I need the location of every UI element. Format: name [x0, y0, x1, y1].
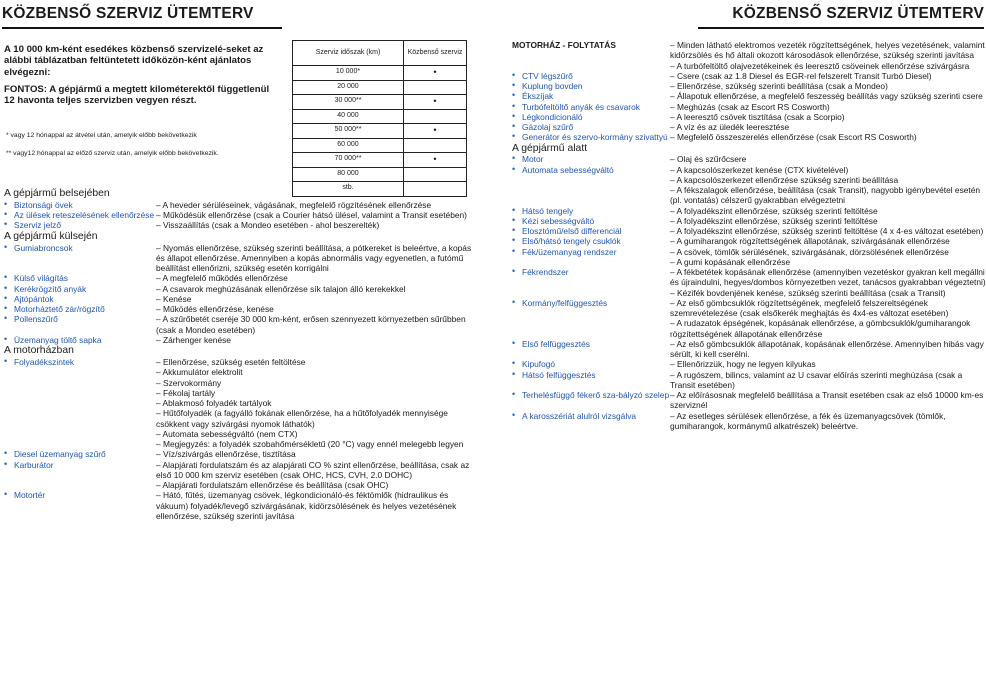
item-description [670, 154, 986, 164]
description-line: – Ellenőrizzük, hogy ne legyen kilyukas [670, 359, 816, 370]
description-line: – Az első gömbcsuklók állapotának, kopásának ellenőrzése. Amennyiben hibás vagy sérült, ki kell cserélni. [670, 338, 984, 360]
item-description [670, 267, 986, 298]
description-line: – Állapotuk ellenőrzése, a megfelelő feszesség beállítás vagy szükség szerinti csere [670, 91, 983, 102]
bullet-icon: • [4, 458, 8, 469]
item-name: Első/hátsó tengely csuklók [522, 236, 621, 247]
table-cell-mark: • [404, 153, 467, 168]
description-line: – Akkumulátor elektrolit [156, 367, 243, 378]
item-description [670, 102, 986, 112]
item-name: Légkondicionáló [522, 111, 583, 122]
table-row [293, 167, 467, 182]
bullet-icon: • [512, 368, 516, 379]
checklist-row [4, 210, 478, 220]
checklist-row [512, 71, 986, 81]
item-name: Terhelésfüggő fékerő sza-bályzó szelep [522, 390, 670, 401]
item-name: Biztonsági övek [14, 199, 73, 210]
item-description [670, 298, 986, 339]
right-page [508, 0, 986, 687]
bullet-icon: • [512, 163, 516, 174]
item-description [670, 112, 986, 122]
checklist-row [4, 335, 478, 345]
table-row [293, 66, 467, 81]
bullet-icon: • [512, 409, 516, 420]
bullet-icon: • [4, 209, 8, 220]
item-description [156, 220, 478, 230]
item-description [670, 226, 986, 236]
item-description [156, 357, 478, 449]
bullet-icon: • [512, 121, 516, 131]
description-line: – Nyomás ellenőrzése, szükség szerinti beállítása, a pótkereket is beleértve, a kopás és állapot ellenőrzése. Amennyiben a kopás abnormális vagy egyenetlen, a futómű beállítást ellenőrizni, szükség esetén korrigálni [156, 242, 472, 274]
description-line: – A csövek, tömlők sérülésének, szivárgásának, dörzsölésének ellenőrzése [670, 246, 949, 257]
item-name: Generátor és szervo-kormány szivattyú [522, 132, 668, 143]
checklist-row [512, 267, 986, 298]
bullet-icon: • [512, 69, 516, 80]
checklist-row [512, 112, 986, 122]
section-heading: A gépjármű alatt [512, 142, 588, 154]
description-line: – Minden látható elektromos vezeték rögzítettségének, helyes vezetésének, valamint kidörzsölés és hő általi okozott károsodások ellenőrzése, szükség szerinti javítása [670, 40, 985, 61]
item-name: Külső világítás [14, 273, 68, 284]
description-line: – Az esetleges sérülések ellenőrzése, a fék és üzemanyagcsövek (tömlők, gumiharangok, kormánymű alkatrészek) beleértve. [670, 410, 946, 431]
item-description [670, 390, 986, 411]
item-description [670, 247, 986, 268]
bullet-icon: • [512, 90, 516, 101]
item-description [670, 81, 986, 91]
item-description [670, 411, 986, 432]
bullet-icon: • [512, 235, 516, 246]
bullet-icon: • [512, 389, 516, 400]
important-note: FONTOS: A gépjármű a megtett kilométerektől függetlenül 12 havonta teljes szervizben vegyen részt. [4, 84, 270, 107]
description-line: – Az első gömbcsuklók rögzítettségének, megfelelő felszereltségének szemrevételezése (csak elsőkerék meghajtás és 4x4-es változat esetében) [670, 297, 949, 319]
description-line: – Hűtőfolyadék (a fagyálló fokának ellenőrzése, ha a hűtőfolyadék mennyisége csökkent vagy szivárgási nyomok láthatók) [156, 408, 448, 429]
table-cell-km: 30 000** [293, 95, 404, 110]
bullet-icon: • [4, 303, 8, 314]
description-line: – A kapcsolószerkezet ellenőrzése szükség szerinti beállítása [670, 174, 899, 185]
table-cell-mark: • [404, 66, 467, 81]
footnote-2: ** vagy12 hónappal az előző szerviz után, amelyik előbb bekövetkezik. [6, 150, 219, 157]
bullet-icon: • [512, 214, 516, 225]
checklist-row [512, 216, 986, 226]
item-name: Motortér [14, 490, 46, 501]
description-line: – Víz/szivárgás ellenőrzése, tisztítása [156, 449, 296, 460]
item-description [670, 122, 986, 132]
item-name: Az ülések reteszelésének ellenőrzése [14, 210, 155, 221]
checklist-row [512, 132, 986, 142]
checklist-row [512, 81, 986, 91]
description-line: – Működésük ellenőrzése (csak a Courier hátsó ülésel, valamint a Transit esetében) [156, 210, 467, 221]
item-name: MOTORHÁZ - FOLYTATÁS [512, 40, 616, 50]
item-name: Motorháztető zár/rögzítő [14, 304, 105, 315]
item-description [156, 314, 478, 335]
description-line: – Zárhenger kenése [156, 334, 231, 345]
item-description [156, 449, 478, 459]
item-name: Ékszíjak [522, 91, 554, 102]
bullet-icon: • [4, 198, 8, 209]
checklist-row [512, 226, 986, 236]
item-description [156, 460, 478, 491]
table-row [293, 138, 467, 153]
checklist-row [4, 243, 478, 274]
item-description [156, 243, 478, 274]
checklist-row [512, 370, 986, 391]
bullet-icon: • [512, 100, 516, 111]
checklist-row [512, 339, 986, 360]
section-heading: A gépjármű belsejében [4, 188, 110, 199]
bullet-icon: • [4, 356, 8, 367]
description-line: – A rugószem, bilincs, valamint az U csavar előírás szerinti meghúzása (csak a Transit esetében) [670, 369, 963, 390]
bullet-icon: • [512, 110, 516, 121]
bullet-icon: • [4, 282, 8, 293]
checklist-row [4, 273, 478, 283]
section-heading: A motorházban [4, 345, 74, 357]
table-cell-km: 50 000** [293, 124, 404, 139]
bullet-icon: • [4, 292, 8, 303]
description-line: – Ellenőrzése, szükség szerinti beállítása (csak a Mondeo) [670, 81, 888, 91]
service-schedule-table [292, 40, 467, 197]
table-row [293, 124, 467, 139]
table-cell-km: 70 000** [293, 153, 404, 168]
item-description [156, 284, 478, 294]
item-description [670, 339, 986, 360]
checklist-row [4, 357, 478, 449]
item-name: Elosztómű/első differenciál [522, 226, 622, 237]
description-line: – A kapcsolószerkezet kenése (CTX kivételével) [670, 164, 849, 175]
table-cell-mark: • [404, 95, 467, 110]
section-heading: A gépjármű külsején [4, 230, 98, 242]
bullet-icon: • [512, 337, 516, 348]
bullet-icon: • [512, 204, 516, 215]
bullet-icon: • [512, 80, 516, 90]
item-description [670, 370, 986, 391]
item-description [156, 294, 478, 304]
item-name: Kerékrögzítő anyák [14, 283, 87, 294]
table-header-interim: Közbenső szerviz [404, 41, 467, 66]
item-name: Kipufogó [522, 359, 556, 370]
item-description [156, 210, 478, 220]
checklist-row [512, 390, 986, 411]
description-line: – A megfelelő működés ellenőrzése [156, 273, 288, 284]
description-line: – Megjegyzés: a folyadék szobahőmérsékletű (20 °C) vagy ennél melegebb legyen [156, 439, 464, 450]
item-description [670, 40, 986, 71]
description-line: – Az előírásosnak megfelelő beállítása a Transit esetében csak az első 10000 km-es szerviznél [670, 390, 984, 411]
item-name: Diesel üzemanyag szűrő [14, 449, 106, 460]
bullet-icon: • [512, 131, 516, 142]
table-header-period: Szerviz időszak (km) [293, 41, 404, 66]
item-name: A karosszériát alulról vizsgálva [522, 410, 637, 421]
checklist-row [4, 220, 478, 230]
table-row [293, 95, 467, 110]
checklist-row [4, 200, 478, 210]
description-line: – A leeresztő csövek tisztítása (csak a Scorpio) [670, 111, 845, 122]
item-name: Szerviz jelző [14, 220, 62, 231]
checklist-row [512, 154, 986, 164]
bullet-icon: • [512, 153, 516, 164]
item-description [670, 206, 986, 216]
checklist-row [4, 294, 478, 304]
description-line: – A gumiharangok rögzítettségének állapotának, szivárgásának ellenőrzése [670, 236, 950, 247]
description-line: – Fékolaj tartály [156, 387, 216, 398]
description-line: – A folyadékszint ellenőrzése, szükség szerinti feltöltése (4 x 4-es változat esetében) [670, 226, 984, 237]
item-name: Első felfüggesztés [522, 338, 590, 349]
item-name: Motor [522, 154, 544, 165]
item-description [670, 236, 986, 246]
checklist-row [4, 460, 478, 491]
bullet-icon: • [512, 296, 516, 307]
description-line: – A folyadékszint ellenőrzése, szükség szerinti feltöltése [670, 205, 878, 216]
item-description [670, 71, 986, 81]
item-name: Karburátor [14, 459, 54, 470]
table-row [293, 153, 467, 168]
bullet-icon: • [4, 219, 8, 230]
checklist-row [512, 236, 986, 246]
item-name: Folyadékszintek [14, 357, 75, 368]
checklist-row [512, 165, 986, 206]
item-description [156, 490, 478, 521]
description-line: – A csavarok meghúzásának ellenőrzése sík talajon álló kerekekkel [156, 283, 406, 294]
item-description [670, 359, 986, 369]
table-cell-km: 60 000 [293, 138, 404, 153]
checklist-row [4, 449, 478, 459]
description-line: – Csere (csak az 1.8 Diesel és EGR-rel felszerelt Transit Turbó Diesel) [670, 70, 932, 81]
bullet-icon: • [512, 245, 516, 256]
description-line: – A rudazatok épségének, kopásának ellenőrzése, a gömbcsuklók/gumiharangok rögzítettségének állapotának ellenőrzése [670, 318, 971, 339]
bullet-icon: • [4, 333, 8, 344]
description-line: – Szervokormány [156, 377, 222, 388]
item-name: Turbófeltöltő anyák és csavarok [522, 101, 640, 112]
description-line: – Kenése [156, 293, 192, 304]
bullet-icon: • [4, 241, 8, 252]
item-name: Gázolaj szűrő [522, 122, 574, 132]
description-line: – Ablakmosó folyadék tartályok [156, 398, 272, 409]
description-line: – A szűrőbetét cseréje 30 000 km-ként, erősen szennyezett környezetben sűrűbben (csak a Mondeo esetében) [156, 314, 466, 335]
item-name: Fék/üzemanyag rendszer [522, 246, 617, 257]
table-cell-km: 40 000 [293, 109, 404, 124]
description-line: – Működés ellenőrzése, kenése [156, 304, 274, 315]
checklist-row [512, 91, 986, 101]
description-line: – A fékszalagok ellenőrzése, beállítása (csak Transit), nagyobb igénybevétel esetén (pl. vontatás) célszerű gyakrabban elvégeztetni [670, 185, 981, 206]
description-line: – Visszaállítás (csak a Mondeo esetében - ahol beszerelték) [156, 220, 380, 231]
item-name: Hátsó felfüggesztés [522, 369, 596, 380]
table-cell-mark [404, 80, 467, 95]
item-description [670, 132, 986, 142]
table-cell-mark: • [404, 124, 467, 139]
description-line: – Meghúzás (csak az Escort RS Cosworth) [670, 101, 830, 112]
page-title: KÖZBENSŐ SZERVIZ ÜTEMTERV [2, 5, 282, 29]
item-name: Ajtópántok [14, 293, 54, 304]
item-name: Hátsó tengely [522, 205, 574, 216]
table-row [293, 80, 467, 95]
description-line: – A fékbetétek kopásának ellenőrzése (amennyiben vezetéskor gyakran kell megállni és újraindulni, hegyes/dombos környezetben vezet, tanácsos gyakrabban végeztetni) [670, 267, 986, 288]
checklist-row [4, 284, 478, 294]
table-cell-mark [404, 109, 467, 124]
table-cell-km: stb. [293, 182, 404, 197]
checklist-row [512, 411, 986, 432]
checklist-row [512, 359, 986, 369]
bullet-icon: • [512, 266, 516, 277]
description-line: – A turbófeltöltő olajvezetékeinek és leeresztő csöveinek ellenőrzése szivárgásra [670, 60, 970, 71]
checklist-row [512, 102, 986, 112]
item-name: Kézi sebességváltó [522, 215, 595, 226]
item-description [670, 165, 986, 206]
item-name: Gumiabroncsok [14, 242, 73, 253]
description-line: – A gumi kopásának ellenőrzése [670, 256, 791, 267]
bullet-icon: • [512, 225, 516, 236]
page-title: KÖZBENSŐ SZERVIZ ÜTEMTERV [698, 5, 984, 29]
footnote-1: * vagy 12 hónappal az átvétel után, amelyik előbb bekövetkezik [6, 132, 197, 139]
table-cell-km: 20 000 [293, 80, 404, 95]
description-line: – Ellenőrzése, szükség esetén feltöltése [156, 357, 306, 368]
intro-text: A 10 000 km-ként esedékes közbenső szervizelé-seket az alábbi táblázatban feltüntetett időközön-ként ajánlatos elvégezni: [4, 44, 264, 78]
description-line: – A heveder sérüléseinek, vágásának, megfelelő rögzítésének ellenőrzése [156, 199, 432, 210]
item-name: Automata sebességváltó [522, 164, 614, 175]
item-description [670, 91, 986, 101]
description-line: – A víz és az üledék leeresztése [670, 122, 790, 132]
item-name: Üzemanyag töltő sapka [14, 334, 102, 345]
item-name: Kuplung bovden [522, 81, 583, 91]
bullet-icon: • [4, 489, 8, 500]
description-line: – Megfelelő összeszerelés ellenőrzése (csak Escort RS Cosworth) [670, 132, 917, 143]
table-cell-km: 80 000 [293, 167, 404, 182]
checklist-row [4, 314, 478, 335]
table-cell-mark [404, 167, 467, 182]
bullet-icon: • [4, 313, 8, 324]
description-line: – Alapjárati fordulatszám ellenőrzése és beállítása (csak OHC) [156, 480, 389, 491]
description-line: – Olaj és szűrőcsere [670, 154, 747, 165]
checklist-row [512, 40, 986, 71]
checklist-row [512, 298, 986, 339]
table-cell-mark [404, 138, 467, 153]
table-cell-km: 10 000* [293, 66, 404, 81]
description-line: – Hátó, fűtés, üzemanyag csövek, légkondicionáló-és féktömlők (hidraulikus és vákuum) folyadék/levegő szivárgásának, kidörzsölésének és helyes vezetésének ellenőrzése, szükség szerinti javítása [156, 490, 457, 521]
item-name: Kormány/felfüggesztés [522, 297, 608, 308]
item-description [670, 216, 986, 226]
right-checklist [512, 40, 986, 431]
description-line: – Alapjárati fordulatszám és az alapjárati CO % szint ellenőrzése, beállítása, csak az első 10 000 km szerviz esetében (csak OHC, HCS, CVH, 2.0 DOHC) [156, 459, 470, 480]
table-row [293, 109, 467, 124]
item-description [156, 200, 478, 210]
item-description [156, 304, 478, 314]
bullet-icon: • [4, 272, 8, 283]
item-description [156, 335, 478, 345]
checklist-row [512, 122, 986, 132]
checklist-row [512, 206, 986, 216]
checklist-row [4, 490, 478, 521]
item-description [156, 273, 478, 283]
item-name: CTV légszűrő [522, 70, 573, 81]
checklist-row [512, 247, 986, 268]
bullet-icon: • [512, 358, 516, 369]
description-line: – A folyadékszint ellenőrzése, szükség szerinti feltöltése [670, 215, 878, 226]
left-checklist [4, 188, 478, 521]
item-name: Fékrendszer [522, 267, 569, 278]
description-line: – Kézifék bovdenjének kenése, szükség szerinti beállítása (csak a Transit) [670, 287, 946, 298]
checklist-row [4, 304, 478, 314]
bullet-icon: • [4, 448, 8, 459]
description-line: – Automata sebességváltó (nem CTX) [156, 428, 298, 439]
left-page [0, 0, 478, 687]
item-name: Pollenszűrő [14, 314, 58, 325]
